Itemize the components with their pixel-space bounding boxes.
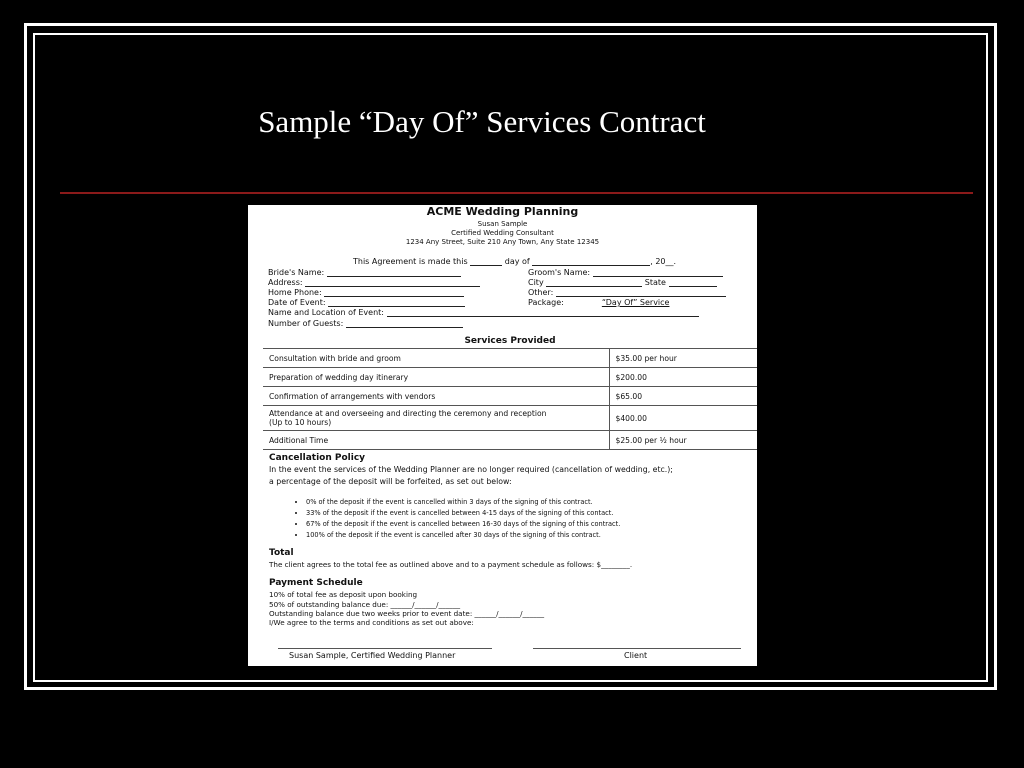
- field-city-state: City State: [528, 278, 717, 287]
- field-number-of-guests: Number of Guests:: [268, 319, 463, 328]
- services-table: [263, 348, 757, 450]
- package-value: “Day Of” Service: [601, 298, 670, 307]
- field-other: Other:: [528, 288, 726, 297]
- agreement-day-blank: [470, 258, 502, 266]
- agreement-year: , 20__.: [650, 257, 677, 266]
- cancellation-title: Cancellation Policy: [269, 453, 366, 463]
- table-row: Confirmation of arrangements with vendors $65.00: [263, 387, 757, 406]
- cancellation-text-1: In the event the services of the Wedding Planner are no longer required (cancellation of wedding, etc.);: [269, 465, 673, 474]
- table-row: Attendance at and overseeing and directing the ceremony and reception (Up to 10 hours) $400.00: [263, 406, 757, 431]
- table-row: Additional Time $25.00 per ½ hour: [263, 431, 757, 450]
- payment-line-4: I/We agree to the terms and conditions as set out above:: [269, 618, 474, 627]
- agreement-line: [353, 257, 676, 266]
- title-divider: [60, 192, 973, 194]
- client-signature-line: [533, 648, 741, 649]
- total-text: The client agrees to the total fee as outlined above and to a payment schedule as follows: $________.: [269, 560, 633, 569]
- cancellation-text-2: a percentage of the deposit will be forfeited, as set out below:: [269, 477, 512, 486]
- table-row: Consultation with bride and groom $35.00 per hour: [263, 349, 757, 368]
- planner-role: Certified Wedding Consultant: [451, 229, 554, 237]
- agreement-day-label: day of: [504, 257, 530, 266]
- slide-title: Sample “Day Of” Services Contract: [258, 104, 706, 139]
- field-event-location: Name and Location of Event:: [268, 308, 699, 317]
- client-signature-label: Client: [624, 651, 648, 660]
- contract-document-image: [248, 205, 757, 666]
- list-item: • 0% of the deposit if the event is cancelled within 3 days of the signing of this contract.: [306, 497, 620, 508]
- field-home-phone: Home Phone:: [268, 288, 464, 297]
- planner-signature-label: Susan Sample, Certified Wedding Planner: [289, 651, 456, 660]
- planner-name: Susan Sample: [477, 220, 528, 228]
- field-date-of-event: Date of Event:: [268, 298, 465, 307]
- payment-title: Payment Schedule: [269, 578, 363, 588]
- list-item: • 100% of the deposit if the event is cancelled after 30 days of the signing of this contract.: [306, 530, 620, 541]
- total-title: Total: [269, 548, 294, 558]
- field-package: Package: “Day Of” Service: [528, 298, 670, 307]
- field-address: Address:: [268, 278, 480, 287]
- table-row: Preparation of wedding day itinerary $200.00: [263, 368, 757, 387]
- payment-line-3: Outstanding balance due two weeks prior to event date: ______/______/______: [269, 609, 545, 618]
- agreement-month-blank: [532, 258, 650, 266]
- list-item: • 33% of the deposit if the event is cancelled between 4-15 days of the signing of this contact.: [306, 508, 620, 519]
- payment-line-2: 50% of outstanding balance due: ______/______/______: [269, 600, 461, 609]
- payment-line-1: 10% of total fee as deposit upon booking: [269, 590, 418, 599]
- cancellation-list: [258, 497, 620, 541]
- services-title: Services Provided: [464, 336, 556, 346]
- list-item: • 67% of the deposit if the event is cancelled between 16-30 days of the signing of this contract.: [306, 519, 620, 530]
- company-name: ACME Wedding Planning: [426, 205, 579, 218]
- field-grooms-name: Groom's Name:: [528, 268, 723, 277]
- agreement-prefix: This Agreement is made this: [353, 257, 468, 266]
- field-brides-name: Bride's Name:: [268, 268, 461, 277]
- planner-signature-line: [278, 648, 492, 649]
- planner-address: 1234 Any Street, Suite 210 Any Town, Any State 12345: [405, 238, 600, 246]
